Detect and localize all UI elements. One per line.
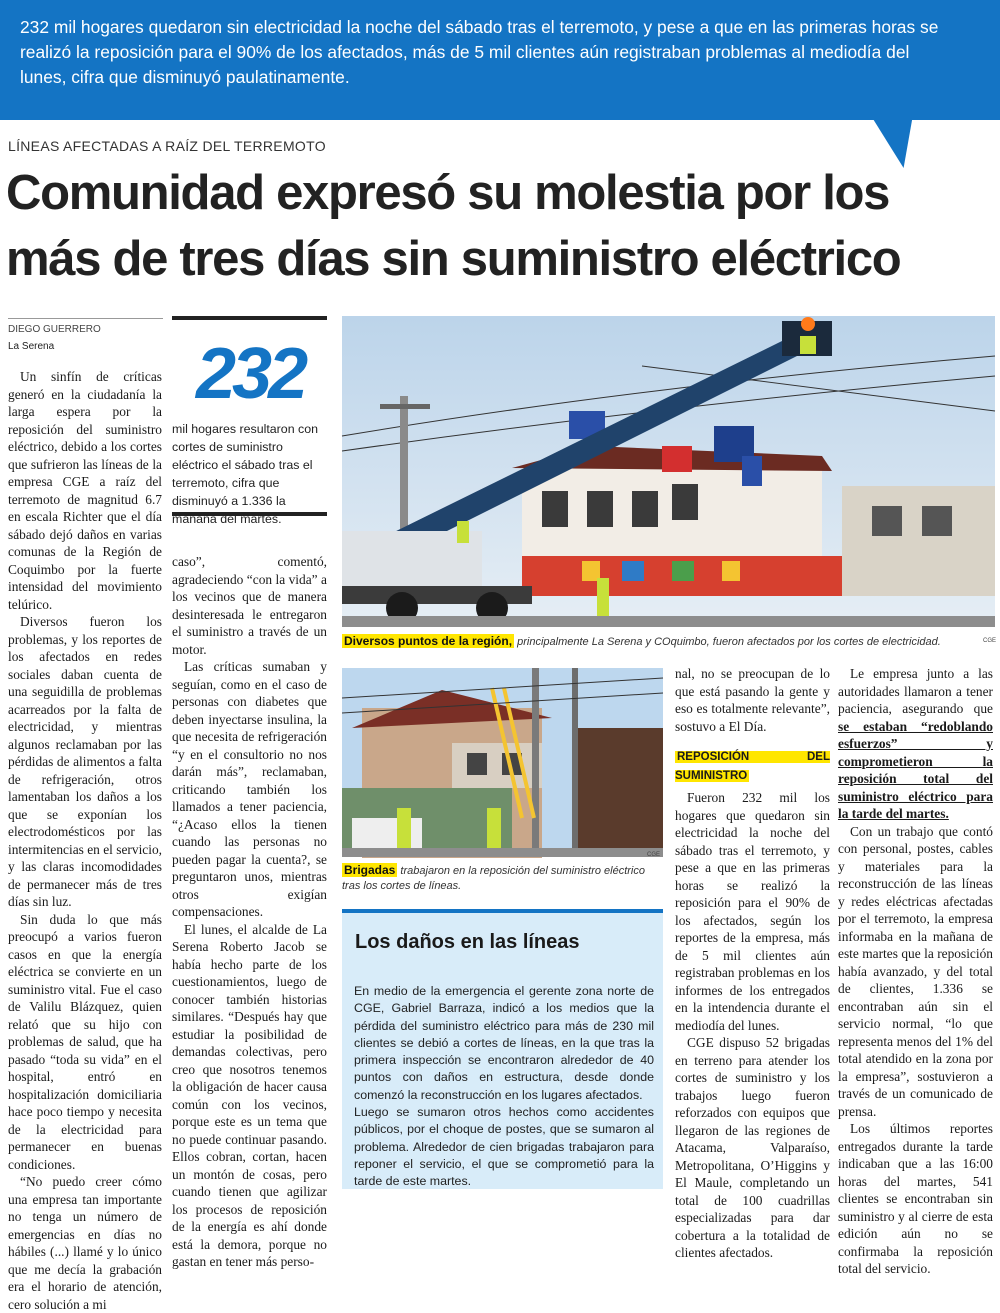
caption-highlight: Brigadas: [344, 863, 396, 877]
body-paragraph: Sin duda lo que más preocupó a varios fueron casos en que la energía eléctrica se convierte en un suministro vital. Fue el caso de Valilu Blázquez, quien relató que su hijo con problemas de salud, que ha pasado “toda su vida” en el hospital, entró en hospitalización domiciliaria hace poco tiempo y necesita de la electricidad para permanecer en buenas condiciones.: [8, 911, 162, 1172]
kicker: LÍNEAS AFECTADAS A RAÍZ DEL TERREMOTO: [8, 138, 326, 154]
sidebar-box: [342, 909, 663, 1189]
caption-text: trabajaron en la reposición del suministro eléctrico tras los cortes de líneas.: [342, 865, 645, 892]
body-column-2: [172, 553, 327, 1271]
body-paragraph: caso”, comentó, agradeciendo “con la vida” a los vecinos que de manera desinteresada le entregaron el suministro a través de un motor.: [172, 554, 327, 657]
crane-illustration: [342, 316, 995, 627]
section-subhead: REPOSICIÓN DEL SUMINISTRO: [675, 751, 830, 782]
body-paragraph: CGE dispuso 52 brigadas en terreno para atender los cortes de suministro y los trabajos luego fueron reforzados con equipos que llegaron de las regiones de Atacama, Valparaíso, Metropolitana, O’Higgins y El Maule, completando un total de 100 cuadrillas especializadas para dar cobertura a la totalidad de clientes afectados.: [675, 1035, 830, 1260]
body-column-1: [8, 368, 162, 1313]
sidebar-body: [354, 983, 654, 1191]
photo2-caption: [342, 863, 662, 894]
body-paragraph: Un sinfín de críticas generó en la ciudadanía la larga espera por la reposición del suministro eléctrico, debido a los cortes que sufrieron las líneas de la empresa CGE a raíz del terremoto de magnitud 6.7 en escala Richter que el día sábado dejó daños en varias comunas de la Región de Coquimbo por la fuerte intensidad del movimiento telúrico.: [8, 369, 162, 612]
sidebar-paragraph: Luego se sumaron otros hechos como accidentes públicos, por el choque de postes, que se sumaron al problema. Alrededor de cien brigadas trabajaron para reponer el servicio, el que se comprometió para la tarde de este martes.: [354, 1105, 654, 1189]
crane-photo: [342, 316, 995, 627]
body-paragraph: Diversos fueron los problemas, y los reportes de los afectados en redes sociales daban cuenta de una seguidilla de problemas acarreados por la falta de electricidad, y mientras algunos reclamaban por las pérdidas de alimentos a falta de refrigeración, otros lamentaban los daños a los que se exponían los electrodomésticos por las intermitencias en el servicio, y las claras incomodidades de permanecer más de tres días sin luz.: [8, 614, 162, 909]
stat-number: 232: [196, 334, 305, 414]
byline-author: DIEGO GUERRERO: [8, 324, 101, 335]
byline-place: La Serena: [8, 341, 55, 352]
photo2-credit: CGE: [647, 852, 661, 858]
body-column-3: [675, 665, 830, 1262]
headline: Comunidad expresó su molestia por los más de tres días sin suministro eléctrico: [6, 166, 901, 286]
body-paragraph: Fueron 232 mil los hogares que quedaron sin electricidad la noche del sábado tras el terremoto, y pese a que en las primeras horas se realizó la reposición para el 90% de los afectados, según los reportes de la empresa, más de 5 mil clientes aún registraban problemas en los informes de los entregados en la intendencia durante el mediodía del lunes.: [675, 790, 830, 1033]
body-paragraph: “No puedo creer cómo una empresa tan importante no tenga un número de emergencias en días no hábiles (...) llamé y lo único que me decía la grabación era el horario de atención, cero solución a mi: [8, 1174, 162, 1312]
stat-description: mil hogares resultaron con cortes de suministro eléctrico el sábado tras el terremoto, cifra que disminuyó a 1.336 la mañana del martes.: [172, 422, 319, 526]
caption-text: principalmente La Serena y COquimbo, fueron afectados por los cortes de electricidad.: [517, 636, 941, 648]
brigades-illustration: [342, 668, 663, 857]
byline-divider: [8, 318, 163, 319]
underlined-quote: se estaban “redoblando esfuerzos” y comprometieron la reposición total del suministro eléctrico para la tarde del martes.: [838, 718, 993, 821]
sidebar-paragraph: En medio de la emergencia el gerente zona norte de CGE, Gabriel Barraza, indicó a los medios que la pérdida del suministro eléctrico para más de 230 mil clientes se debió a cortes de líneas, en la que tras la primera inspección se encontraron alrededor de 40 puntos con daños en estructura, desde donde comenzó la reconstrucción en los lugares afectados.: [354, 984, 654, 1102]
body-paragraph: Las críticas sumaban y seguían, como en el caso de personas con diabetes que deben inyectarse insulina, la que necesita de refrigeración “y en el consultorio no nos darán más”, reclamaban, criticando también los llamados a tener paciencia, “¿Acaso ellos la tienen cuando las personas no pueden pagar la cuenta?, se preguntaron unos, mientras otros exigían compensaciones.: [172, 659, 327, 919]
caption-highlight: Diversos puntos de la región,: [344, 634, 513, 648]
paragraph-start: Le empresa junto a las autoridades llamaron a tener paciencia, asegurando que: [838, 666, 993, 716]
summary-text: 232 mil hogares quedaron sin electricidad la noche del sábado tras el terremoto, y pese a que en las primeras horas se realizó la reposición para el 90% de los afectados, más de 5 mil clientes aún registraban problemas al mediodía del lunes, cifra que disminuyó paulatinamente.: [20, 17, 939, 87]
body-column-4: [838, 665, 993, 1278]
stat-box: [172, 316, 327, 526]
subhead-wrap: [675, 747, 830, 785]
body-paragraph: Los últimos reportes entregados durante la tarde indicaban que a las 16:00 horas del martes, 541 clientes se encontraban sin suministro y al cierre de esta edición aún no se confirmaba la reposición total del servicio.: [838, 1121, 993, 1276]
body-paragraph: Con un trabajo que contó con personal, postes, cables y materiales para la reconstrucción de las líneas y redes eléctricas afectadas por el terremoto, la empresa informaba en la mañana de este martes que la reposición había avanzado, y del total de clientes, 1.336 se encontraban aún sin el servicio normal, “lo que representa menos del 1% del total atendido en la zona por la empresa”, sostuvieron a través de un comunicado de prensa.: [838, 823, 993, 1119]
body-paragraph: [838, 665, 993, 823]
body-paragraph: nal, no se preocupan de lo que está pasando la gente y eso es totalmente relevante”, sostuvo a El Día.: [675, 666, 830, 734]
summary-banner: [0, 0, 1000, 120]
brigades-photo: [342, 668, 663, 857]
photo1-caption: [342, 634, 982, 650]
body-paragraph: El lunes, el alcalde de La Serena Roberto Jacob se había hecho parte de los cuestionamientos, luego de conocer también historias similares. “Después hay que estudiar la posibilidad de demandas colectivas, pero creo que nosotros tenemos la obligación de hacer causa común con los vecinos, porque este es un tema que no puede continuar pasando. Ellos cobran, cortan, hacen un montón de cosas, pero cuando tienen que agilizar los procesos de reposición de la energía es ahí donde está la demora, porque no gastan en tener más perso-: [172, 921, 327, 1269]
sidebar-title: Los daños en las líneas: [355, 931, 580, 953]
photo1-credit: CGE: [983, 638, 997, 644]
